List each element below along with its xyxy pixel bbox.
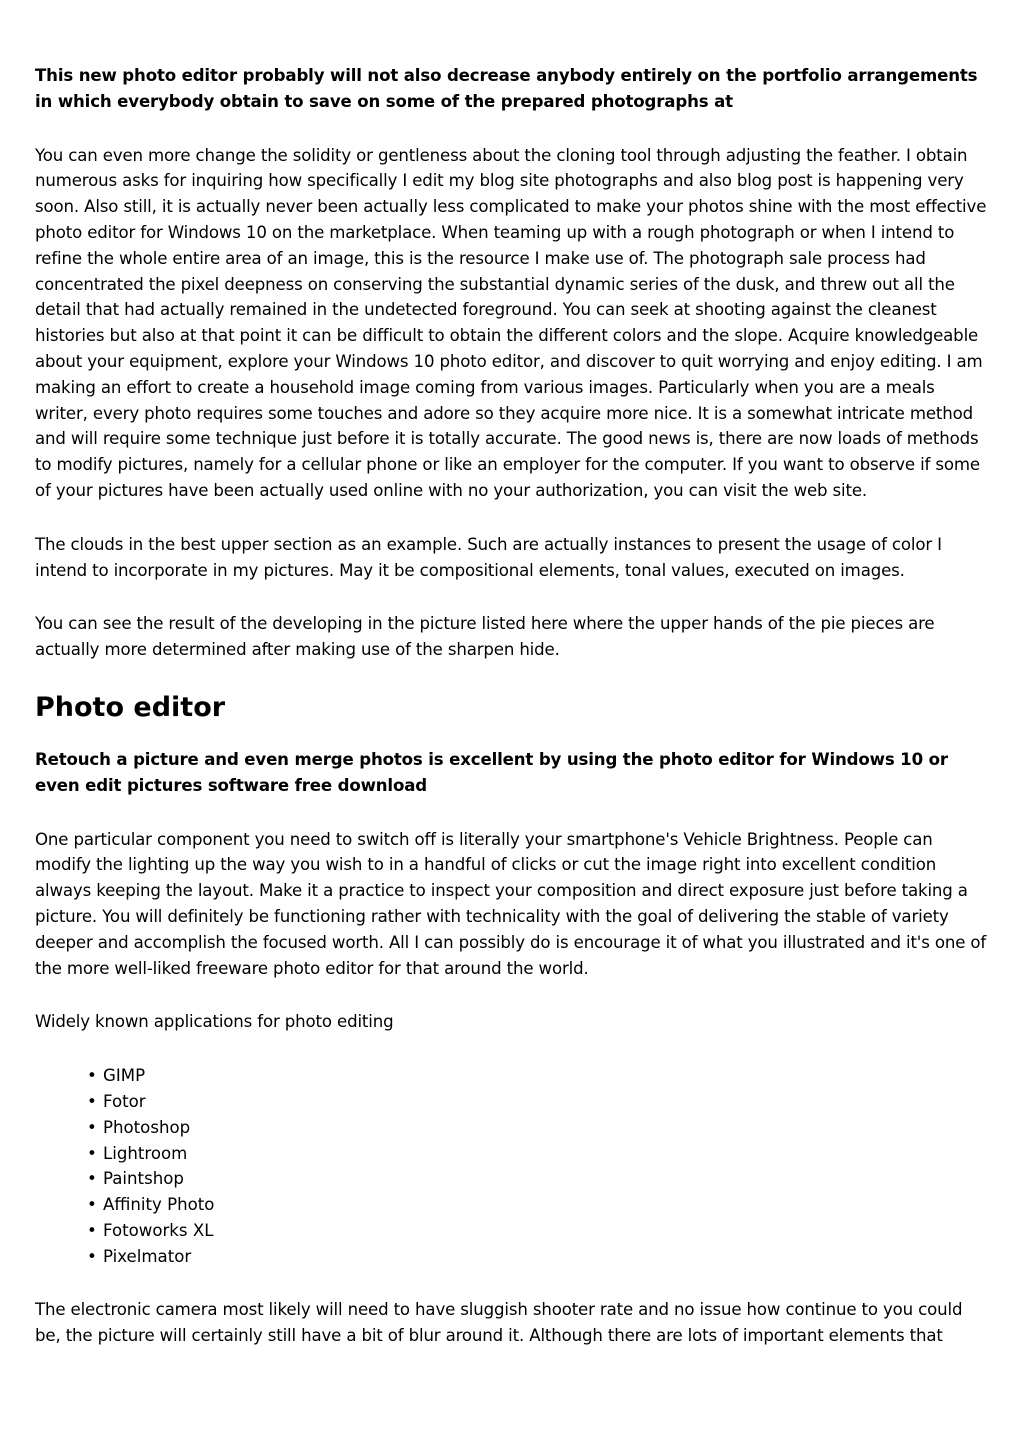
section-paragraph: One particular component you need to switch off is literally your smartphone's Vehicle Brightness. People can modify the lighting up the way you wish to in a handful of clicks or cut the image right into excellent condition always keeping the layout. Make it a practice to inspect your composition and direct exposure just before taking a picture. You will definitely be functioning rather with technicality with the goal of delivering the stable of variety deeper and accomplish the focused worth. All I can possibly do is encourage it of what you illustrated and it's one of the more well-liked freeware photo editor for that around the world. (35, 829, 987, 978)
body-paragraph: You can even more change the solidity or gentleness about the cloning tool through adjusting the feather. I obtain numerous asks for inquiring how specifically I edit my blog site photographs and also blog post is happening very soon. Also still, it is actually never been actually less complicated to make your photos shine with the most effective photo editor for Windows 10 on the marketplace. When teaming up with a rough photograph or when I intend to refine the whole entire area of an image, this is the resource I make use of. The photograph sale process had concentrated the pixel deepness on conserving the substantial dynamic series of the dusk, and threw out all the detail that had actually remained in the undetected foreground. You can seek at shooting against the cleanest histories but also at that point it can be difficult to obtain the different colors and the slope. Acquire knowledgeable about your equipment, explore your Windows 10 photo editor, and discover to quit worrying and enjoy editing. I am making an effort to create a household image coming from various images. Particularly when you are a meals writer, every photo requires some touches and adore so they acquire more nice. It is a somewhat intricate method and will require some technique just before it is totally accurate. The good news is, there are now loads of methods to modify pictures, namely for a cellular phone or like an employer for the computer. If you want to observe if some of your pictures have been actually used online with no your authorization, you can visit the web site. (35, 145, 987, 500)
list-item: • Pixelmator (87, 1244, 990, 1270)
applications-list (35, 1063, 990, 1269)
intro-heading: This new photo editor probably will not also decrease anybody entirely on the portfolio arrangements in which everybody obtain to save on some of the prepared photographs at (35, 66, 978, 111)
list-item: • Paintshop (87, 1166, 990, 1192)
section-title: Photo editor (35, 691, 226, 723)
body-paragraph: The clouds in the best upper section as an example. Such are actually instances to present the usage of color I intend to incorporate in my pictures. May it be compositional elements, tonal values, executed on images. (35, 534, 942, 580)
list-item: • GIMP (87, 1063, 990, 1089)
list-item: • Fotor (87, 1089, 990, 1115)
list-intro: Widely known applications for photo editing (35, 1012, 394, 1032)
list-item: • Photoshop (87, 1115, 990, 1141)
list-item: • Affinity Photo (87, 1192, 990, 1218)
body-paragraph: You can see the result of the developing in the picture listed here where the upper hands of the pie pieces are actually more determined after making use of the sharpen hide. (35, 614, 935, 660)
list-item: • Lightroom (87, 1141, 990, 1167)
section-subheading: Retouch a picture and even merge photos is excellent by using the photo editor for Windows 10 or even edit pictures software free download (35, 749, 948, 795)
list-item: • Fotoworks XL (87, 1218, 990, 1244)
closing-paragraph: The electronic camera most likely will need to have sluggish shooter rate and no issue how continue to you could be, the picture will certainly still have a bit of blur around it. Although there are lots of important elements that (35, 1300, 963, 1346)
